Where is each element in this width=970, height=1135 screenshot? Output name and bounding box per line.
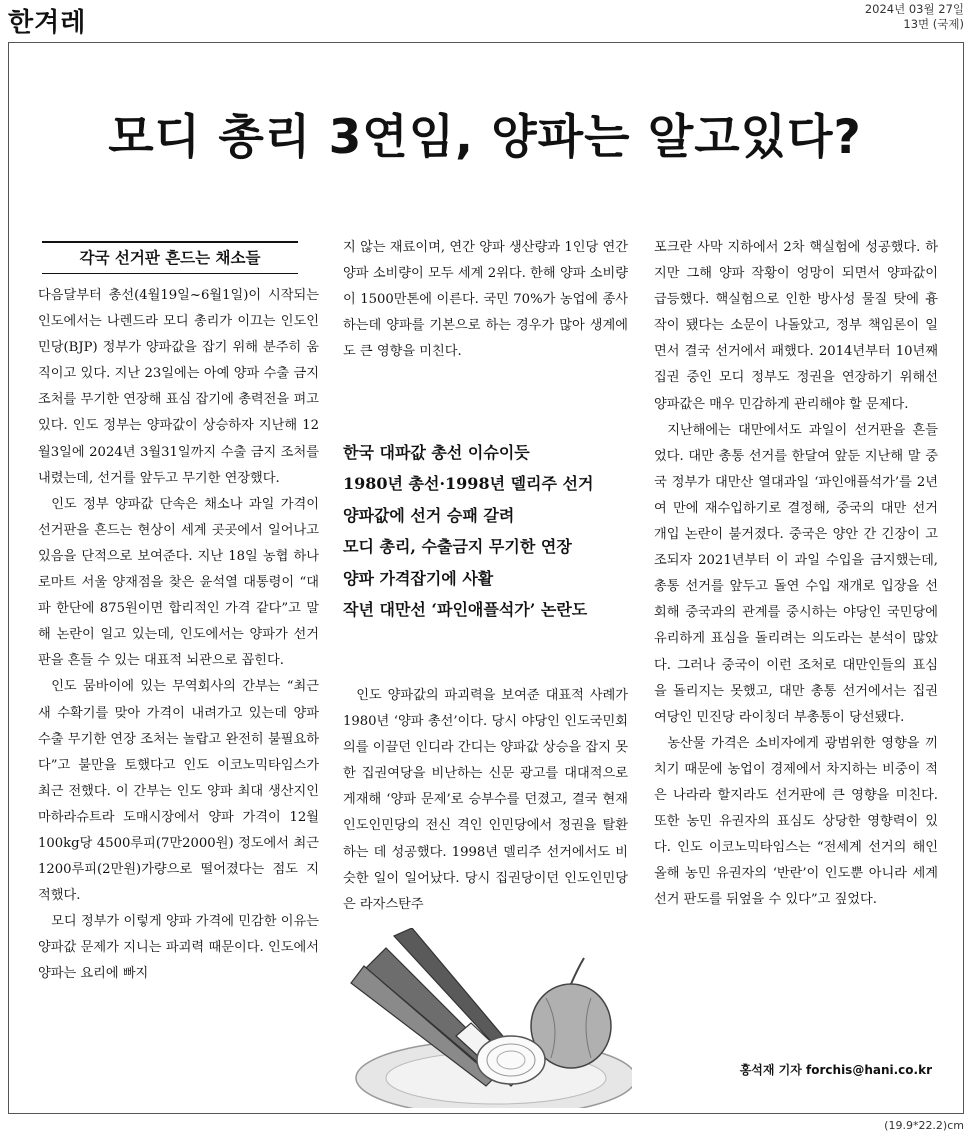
col1-paragraph: 모디 정부가 이렇게 양파 가격에 민감한 이유는 양파값 문제가 지니는 파괴력 때문이다. 인도에서 양파는 요리에 빠지 — [38, 914, 319, 982]
article-headline: 모디 총리 3연임, 양파는 알고있다? — [108, 110, 862, 165]
issue-page: 13면 (국제) — [903, 17, 964, 31]
pull-quote-line: 한국 대파값 총선 이슈이듯 — [343, 443, 530, 462]
col3-paragraph: 포크란 사막 지하에서 2차 핵실험에 성공했다. 하지만 그해 양파 작황이 엉망이 되면서 양파값이 급등했다. 핵실험으로 인한 방사성 물질 탓에 흉작이 됐다는 소문이 나돌았고, 정부 책임론이 일면서 결국 선거에서 패했다. 2014년부터 10년째 집권 중인 모디 정부도 정권을 연장하기 위해선 양파값은 매우 민감하게 관리해야 할 문제다. — [654, 240, 938, 412]
pull-quote — [343, 437, 633, 625]
column-1 — [38, 283, 319, 988]
vegetables-photo — [346, 928, 632, 1108]
subhead-box — [42, 241, 298, 274]
newspaper-logo: 한겨레 — [8, 8, 87, 38]
size-note: (19.9*22.2)cm — [884, 1119, 964, 1132]
col1-paragraph: 인도 뭄바이에 있는 무역회사의 간부는 “최근 새 수확기를 맞아 가격이 내려가고 있는데 양파 수출 무기한 연장 조처는 놀랍고 완전히 불필요하다”고 불만을 토했다고 인도 이코노믹타임스가 최근 전했다. 이 간부는 인도 양파 최대 생산지인 마하라슈트라 도매시장에서 양파 가격이 12월 100kg당 4500루피(7만2000원) 정도에서 최근 1200루피(2만원)가량으로 떨어졌다는 점도 지적했다. — [38, 679, 319, 904]
issue-date: 2024년 03월 27일 — [864, 2, 964, 16]
col3-paragraph: 지난해에는 대만에서도 과일이 선거판을 흔들었다. 대만 총통 선거를 한달여 앞둔 지난해 말 중국 정부가 대만산 열대과일 ‘파인애플석가’를 2년여 만에 재수입하기로 결정해, 중국의 대만 선거 개입 논란이 불거졌다. 중국은 양안 간 긴장이 고조되자 2021년부터 이 과일 수입을 금지했는데, 총통 선거를 앞두고 돌연 수입 재개로 입장을 선회해 중국과의 관계를 중시하는 야당인 국민당에 유리하게 표심을 돌리려는 의도라는 분석이 많았다. 그러나 중국이 이런 조처로 대만인들의 표심을 돌리지는 못했고, 대만 총통 선거에서는 집권 여당인 민진당 라이칭더 부총통이 당선됐다. — [654, 422, 938, 725]
pull-quote-line: 작년 대만선 ‘파인애플석가’ 논란도 — [343, 600, 588, 620]
article-subhead: 각국 선거판 흔드는 채소들 — [79, 249, 261, 267]
onion-half — [477, 1036, 545, 1084]
col1-paragraph: 다음달부터 총선(4월19일~6월1일)이 시작되는 인도에서는 나렌드라 모디 총리가 이끄는 인도인민당(BJP) 정부가 양파값을 잡기 위해 분주히 움직이고 있다. 지난 23일에는 아예 양파 수출 금지 조처를 무기한 연장해 표심 잡기에 총력전을 펴고 있다. 인도 정부는 양파값이 상승하자 지난해 12월3일에 2024년 3월31일까지 수출 금지 조처를 내렸는데, 선거를 앞두고 무기한 연장했다. — [38, 288, 319, 486]
col3-paragraph: 농산물 가격은 소비자에게 광범위한 영향을 끼치기 때문에 농업이 경제에서 차지하는 비중이 적은 나라라 할지라도 선거판에 큰 영향을 미친다. 또한 농민 유권자의 표심도 상당한 영향력이 있다. 인도 이코노믹타임스는 “전세계 선거의 해인 올해 농민 유권자의 ‘반란’이 인도뿐 아니라 세계 선거 판도를 뒤엎을 수 있다”고 짚었다. — [654, 735, 938, 908]
issue-meta — [865, 2, 964, 32]
byline: 홍석재 기자 forchis@hani.co.kr — [739, 1063, 932, 1077]
col2-paragraph: 인도 양파값의 파괴력을 보여준 대표적 사례가 1980년 ‘양파 총선’이다. 당시 야당인 인도국민회의를 이끌던 인디라 간디는 양파값 상승을 잡지 못한 집권여당을 비난하는 신문 광고를 대대적으로 게재해 ‘양파 문제’로 승부수를 던졌고, 결국 현재 인도인민당의 전신 격인 인민당에서 정권을 탈환하는 데 성공했다. 1998년 델리주 선거에서도 비슷한 일이 일어났다. 당시 집권당이던 인도인민당은 라자스탄주 — [343, 688, 628, 912]
column-2-bottom — [343, 683, 628, 918]
col2-paragraph: 지 않는 재료이며, 연간 양파 생산량과 1인당 연간 양파 소비량이 모두 세계 2위다. 한해 양파 소비량이 1500만톤에 이른다. 국민 70%가 농업에 종사하는데 양파를 기본으로 하는 경우가 많아 생계에도 큰 영향을 미친다. — [343, 240, 628, 360]
pull-quote-line: 1980년 총선·1998년 델리주 선거 — [343, 474, 594, 494]
col1-paragraph: 인도 정부 양파값 단속은 채소나 과일 가격이 선거판을 흔드는 현상이 세계 곳곳에서 일어나고 있음을 단적으로 보여준다. 지난 18일 농협 하나로마트 서울 양재점을 찾은 윤석열 대통령이 “대파 한단에 875원이면 합리적인 가격 같다”고 말해 논란이 일고 있는데, 인도에서는 양파가 선거판을 흔들 수 있는 대표적 뇌관으로 꼽힌다. — [38, 496, 319, 669]
pull-quote-line: 모디 총리, 수출금지 무기한 연장 — [343, 537, 572, 557]
pull-quote-line: 양파값에 선거 승패 갈려 — [343, 505, 515, 525]
column-3 — [654, 235, 938, 913]
pull-quote-line: 양파 가격잡기에 사활 — [343, 568, 494, 588]
column-2-top — [343, 235, 628, 365]
